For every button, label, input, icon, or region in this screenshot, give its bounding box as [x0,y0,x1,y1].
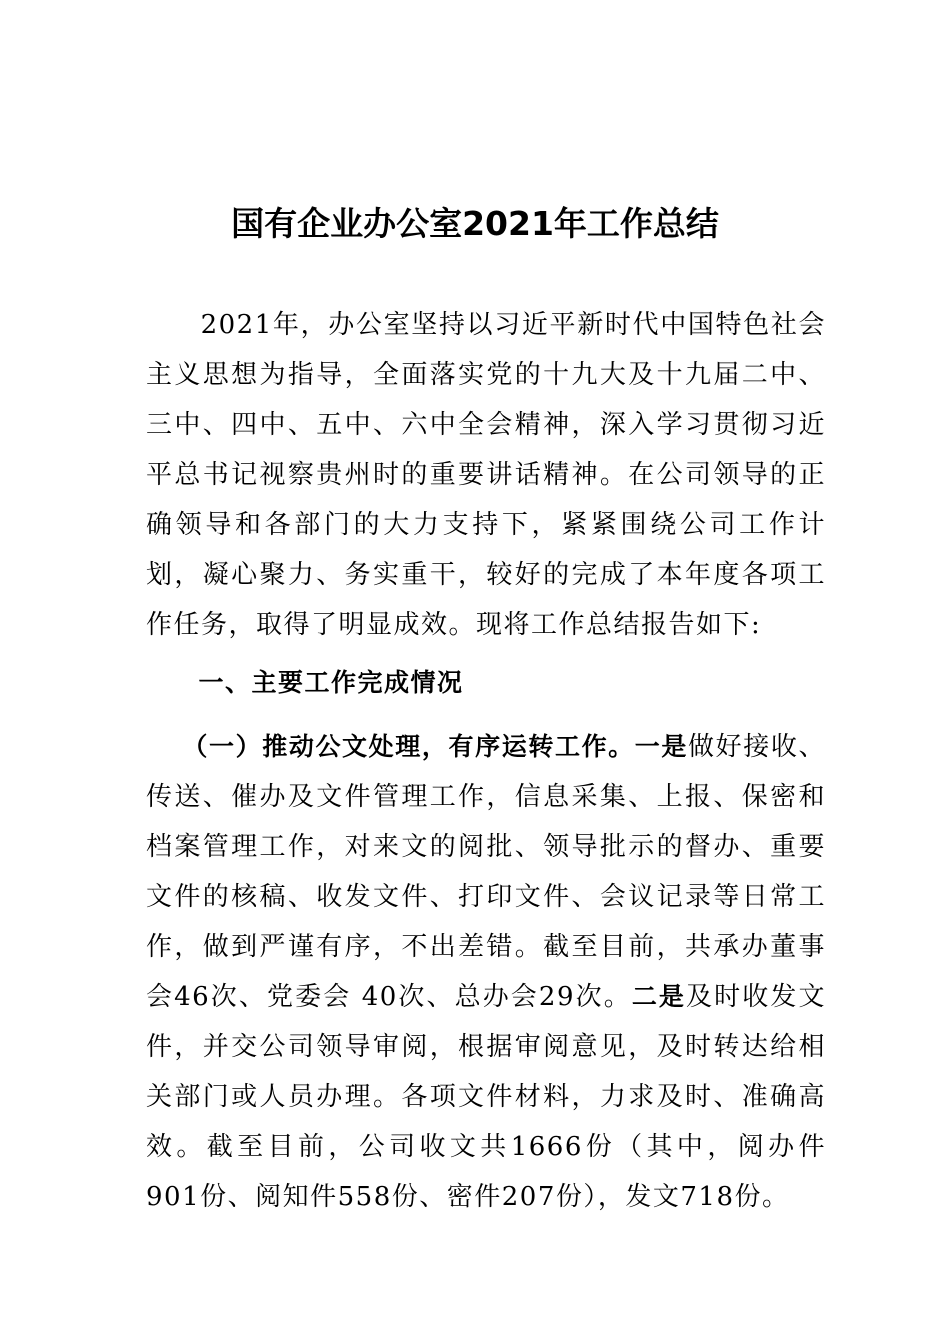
document-title: 国有企业办公室2021年工作总结 [231,204,719,243]
item-marker-second: 二是 [631,982,687,1011]
item-text-second: 及时收发文件，并交公司领导审阅，根据审阅意见，及时转达给相关部门或人员办理。各项文件材料，力求及时、准确高效。截至目前，公司收文共1666份（其中，阅办件 901份、阅知件558份、密件207份），发文718份。 [146,982,826,1212]
intro-paragraph: 2021年，办公室坚持以习近平新时代中国特色社会主义思想为指导，全面落实党的十九大及十九届二中、三中、四中、五中、六中全会精神，深入学习贯彻习近平总书记视察贵州时的重要讲话精神。在公司领导的正确领导和各部门的大力支持下，紧紧围绕公司工作计划，凝心聚力、务实重干，较好的完成了本年度各项工作任务，取得了明显成效。现将工作总结报告如下: [146,310,826,640]
document-body [146,300,826,1222]
section-heading: 一、主要工作完成情况 [198,668,464,697]
item-text-first: 做好接收、传送、催办及文件管理工作，信息采集、上报、保密和档案管理工作，对来文的阅批、领导批示的督办、重要文件的核稿、收发文件、打印文件、会议记录等日常工作，做到严谨有序，不出差错。截至目前，共承办董事会46次、党委会 40次、总办会29次。 [146,732,826,1012]
item-heading: （一）推动公文处理，有序运转工作。 [182,732,635,761]
item-marker-first: 一是 [634,732,689,761]
item-paragraph [146,722,826,1222]
